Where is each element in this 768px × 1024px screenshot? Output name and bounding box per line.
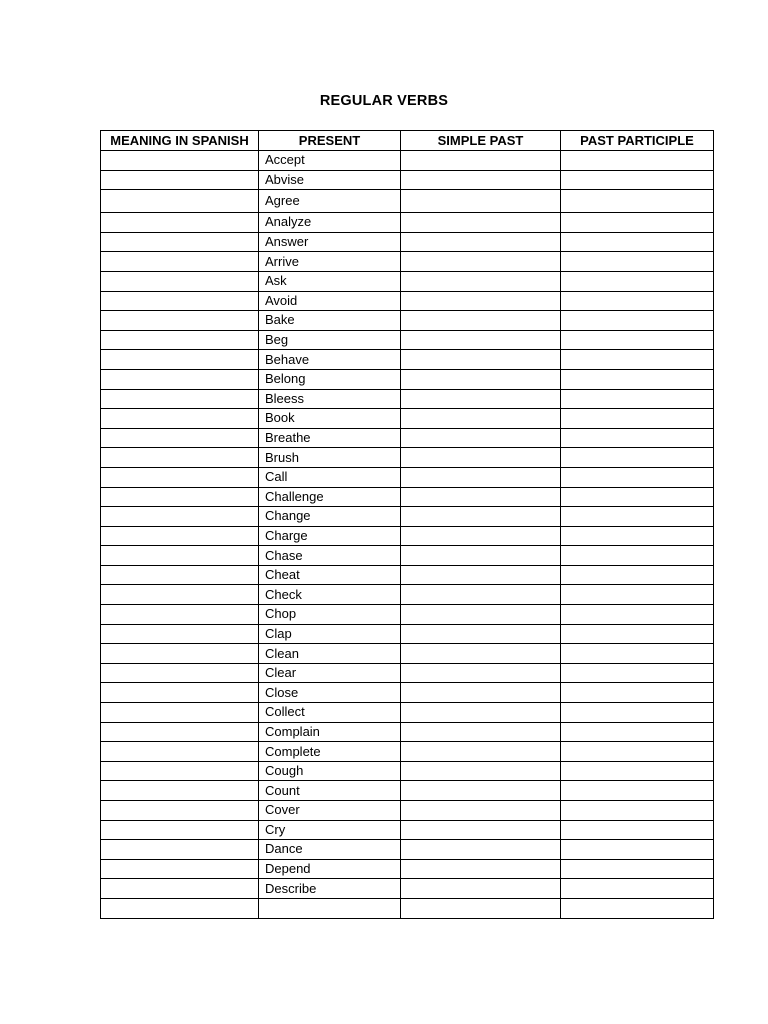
table-header-row bbox=[101, 131, 714, 151]
simple-past-cell bbox=[401, 605, 561, 625]
past-participle-cell bbox=[561, 252, 714, 272]
present-cell: Bleess bbox=[259, 389, 401, 409]
past-participle-cell bbox=[561, 801, 714, 821]
table-row bbox=[101, 722, 714, 742]
meaning-cell bbox=[101, 840, 259, 860]
table-row bbox=[101, 585, 714, 605]
present-cell: Collect bbox=[259, 703, 401, 723]
present-cell: Breathe bbox=[259, 428, 401, 448]
simple-past-cell bbox=[401, 761, 561, 781]
simple-past-cell bbox=[401, 565, 561, 585]
table-row bbox=[101, 213, 714, 233]
table-row bbox=[101, 232, 714, 252]
present-cell: Complete bbox=[259, 742, 401, 762]
meaning-cell bbox=[101, 546, 259, 566]
present-cell: Agree bbox=[259, 190, 401, 213]
past-participle-cell bbox=[561, 448, 714, 468]
simple-past-cell bbox=[401, 151, 561, 171]
meaning-cell bbox=[101, 605, 259, 625]
simple-past-cell bbox=[401, 467, 561, 487]
simple-past-cell bbox=[401, 742, 561, 762]
meaning-cell bbox=[101, 487, 259, 507]
past-participle-cell bbox=[561, 605, 714, 625]
meaning-cell bbox=[101, 448, 259, 468]
past-participle-cell bbox=[561, 409, 714, 429]
meaning-cell bbox=[101, 311, 259, 331]
meaning-cell bbox=[101, 663, 259, 683]
present-cell: Dance bbox=[259, 840, 401, 860]
simple-past-cell bbox=[401, 507, 561, 527]
meaning-cell bbox=[101, 271, 259, 291]
present-cell bbox=[259, 898, 401, 918]
past-participle-cell bbox=[561, 526, 714, 546]
present-cell: Cough bbox=[259, 761, 401, 781]
table-row bbox=[101, 761, 714, 781]
present-cell: Call bbox=[259, 467, 401, 487]
past-participle-cell bbox=[561, 546, 714, 566]
past-participle-cell bbox=[561, 330, 714, 350]
meaning-cell bbox=[101, 624, 259, 644]
table-row bbox=[101, 683, 714, 703]
simple-past-cell bbox=[401, 232, 561, 252]
past-participle-cell bbox=[561, 840, 714, 860]
present-cell: Clap bbox=[259, 624, 401, 644]
past-participle-cell bbox=[561, 369, 714, 389]
present-cell: Check bbox=[259, 585, 401, 605]
table-row bbox=[101, 644, 714, 664]
present-cell: Chop bbox=[259, 605, 401, 625]
table-row bbox=[101, 859, 714, 879]
meaning-cell bbox=[101, 190, 259, 213]
meaning-cell bbox=[101, 291, 259, 311]
present-cell: Cry bbox=[259, 820, 401, 840]
present-cell: Cover bbox=[259, 801, 401, 821]
table-row bbox=[101, 330, 714, 350]
simple-past-cell bbox=[401, 252, 561, 272]
meaning-cell bbox=[101, 879, 259, 899]
meaning-cell bbox=[101, 170, 259, 190]
document-title: REGULAR VERBS bbox=[319, 93, 449, 109]
simple-past-cell bbox=[401, 526, 561, 546]
simple-past-cell bbox=[401, 585, 561, 605]
meaning-cell bbox=[101, 565, 259, 585]
present-cell: Count bbox=[259, 781, 401, 801]
present-cell: Describe bbox=[259, 879, 401, 899]
past-participle-cell bbox=[561, 703, 714, 723]
meaning-cell bbox=[101, 369, 259, 389]
past-participle-cell bbox=[561, 311, 714, 331]
table-row bbox=[101, 703, 714, 723]
meaning-cell bbox=[101, 467, 259, 487]
past-participle-cell bbox=[561, 898, 714, 918]
meaning-cell bbox=[101, 898, 259, 918]
table-row bbox=[101, 291, 714, 311]
simple-past-cell bbox=[401, 213, 561, 233]
present-cell: Analyze bbox=[259, 213, 401, 233]
past-participle-cell bbox=[561, 487, 714, 507]
simple-past-cell bbox=[401, 859, 561, 879]
meaning-cell bbox=[101, 389, 259, 409]
table-row bbox=[101, 507, 714, 527]
table-row bbox=[101, 311, 714, 331]
meaning-cell bbox=[101, 683, 259, 703]
meaning-cell bbox=[101, 781, 259, 801]
meaning-cell bbox=[101, 703, 259, 723]
table-row bbox=[101, 151, 714, 171]
table-row bbox=[101, 170, 714, 190]
simple-past-cell bbox=[401, 448, 561, 468]
meaning-cell bbox=[101, 507, 259, 527]
meaning-cell bbox=[101, 761, 259, 781]
past-participle-cell bbox=[561, 585, 714, 605]
meaning-cell bbox=[101, 350, 259, 370]
header-past-participle: PAST PARTICIPLE bbox=[561, 131, 714, 151]
table-row bbox=[101, 389, 714, 409]
table-row bbox=[101, 448, 714, 468]
past-participle-cell bbox=[561, 389, 714, 409]
past-participle-cell bbox=[561, 271, 714, 291]
table-row bbox=[101, 409, 714, 429]
simple-past-cell bbox=[401, 820, 561, 840]
past-participle-cell bbox=[561, 507, 714, 527]
table-row bbox=[101, 742, 714, 762]
simple-past-cell bbox=[401, 898, 561, 918]
meaning-cell bbox=[101, 585, 259, 605]
meaning-cell bbox=[101, 232, 259, 252]
simple-past-cell bbox=[401, 644, 561, 664]
table-row bbox=[101, 801, 714, 821]
table-row bbox=[101, 663, 714, 683]
past-participle-cell bbox=[561, 624, 714, 644]
simple-past-cell bbox=[401, 330, 561, 350]
present-cell: Bake bbox=[259, 311, 401, 331]
table-row bbox=[101, 624, 714, 644]
simple-past-cell bbox=[401, 291, 561, 311]
past-participle-cell bbox=[561, 879, 714, 899]
table-row bbox=[101, 487, 714, 507]
past-participle-cell bbox=[561, 232, 714, 252]
past-participle-cell bbox=[561, 781, 714, 801]
simple-past-cell bbox=[401, 409, 561, 429]
header-present: PRESENT bbox=[259, 131, 401, 151]
past-participle-cell bbox=[561, 213, 714, 233]
table-row bbox=[101, 190, 714, 213]
past-participle-cell bbox=[561, 190, 714, 213]
present-cell: Cheat bbox=[259, 565, 401, 585]
past-participle-cell bbox=[561, 742, 714, 762]
past-participle-cell bbox=[561, 350, 714, 370]
present-cell: Behave bbox=[259, 350, 401, 370]
simple-past-cell bbox=[401, 271, 561, 291]
table-row bbox=[101, 369, 714, 389]
table-row bbox=[101, 546, 714, 566]
present-cell: Answer bbox=[259, 232, 401, 252]
present-cell: Challenge bbox=[259, 487, 401, 507]
past-participle-cell bbox=[561, 291, 714, 311]
past-participle-cell bbox=[561, 644, 714, 664]
meaning-cell bbox=[101, 330, 259, 350]
table-row bbox=[101, 252, 714, 272]
present-cell: Complain bbox=[259, 722, 401, 742]
simple-past-cell bbox=[401, 350, 561, 370]
present-cell: Chase bbox=[259, 546, 401, 566]
header-simple-past: SIMPLE PAST bbox=[401, 131, 561, 151]
meaning-cell bbox=[101, 409, 259, 429]
regular-verbs-table bbox=[100, 130, 714, 919]
simple-past-cell bbox=[401, 546, 561, 566]
meaning-cell bbox=[101, 213, 259, 233]
present-cell: Belong bbox=[259, 369, 401, 389]
present-cell: Change bbox=[259, 507, 401, 527]
present-cell: Ask bbox=[259, 271, 401, 291]
present-cell: Book bbox=[259, 409, 401, 429]
simple-past-cell bbox=[401, 879, 561, 899]
table-row bbox=[101, 781, 714, 801]
meaning-cell bbox=[101, 151, 259, 171]
table-row bbox=[101, 350, 714, 370]
past-participle-cell bbox=[561, 467, 714, 487]
table-row bbox=[101, 840, 714, 860]
table-row bbox=[101, 271, 714, 291]
present-cell: Depend bbox=[259, 859, 401, 879]
simple-past-cell bbox=[401, 389, 561, 409]
meaning-cell bbox=[101, 742, 259, 762]
simple-past-cell bbox=[401, 428, 561, 448]
present-cell: Clear bbox=[259, 663, 401, 683]
past-participle-cell bbox=[561, 170, 714, 190]
simple-past-cell bbox=[401, 722, 561, 742]
past-participle-cell bbox=[561, 428, 714, 448]
present-cell: Accept bbox=[259, 151, 401, 171]
present-cell: Beg bbox=[259, 330, 401, 350]
past-participle-cell bbox=[561, 663, 714, 683]
meaning-cell bbox=[101, 644, 259, 664]
present-cell: Brush bbox=[259, 448, 401, 468]
past-participle-cell bbox=[561, 151, 714, 171]
meaning-cell bbox=[101, 801, 259, 821]
simple-past-cell bbox=[401, 663, 561, 683]
past-participle-cell bbox=[561, 820, 714, 840]
present-cell: Arrive bbox=[259, 252, 401, 272]
present-cell: Avoid bbox=[259, 291, 401, 311]
meaning-cell bbox=[101, 820, 259, 840]
simple-past-cell bbox=[401, 190, 561, 213]
meaning-cell bbox=[101, 428, 259, 448]
table-row bbox=[101, 820, 714, 840]
past-participle-cell bbox=[561, 565, 714, 585]
table-row bbox=[101, 898, 714, 918]
simple-past-cell bbox=[401, 369, 561, 389]
present-cell: Abvise bbox=[259, 170, 401, 190]
present-cell: Charge bbox=[259, 526, 401, 546]
table-row bbox=[101, 879, 714, 899]
verb-rows bbox=[101, 151, 714, 919]
table-row bbox=[101, 605, 714, 625]
meaning-cell bbox=[101, 722, 259, 742]
past-participle-cell bbox=[561, 761, 714, 781]
table-row bbox=[101, 467, 714, 487]
header-meaning-in-spanish: MEANING IN SPANISH bbox=[101, 131, 259, 151]
table-row bbox=[101, 428, 714, 448]
meaning-cell bbox=[101, 526, 259, 546]
meaning-cell bbox=[101, 859, 259, 879]
simple-past-cell bbox=[401, 840, 561, 860]
simple-past-cell bbox=[401, 311, 561, 331]
present-cell: Close bbox=[259, 683, 401, 703]
simple-past-cell bbox=[401, 487, 561, 507]
table-row bbox=[101, 565, 714, 585]
past-participle-cell bbox=[561, 722, 714, 742]
simple-past-cell bbox=[401, 624, 561, 644]
simple-past-cell bbox=[401, 703, 561, 723]
simple-past-cell bbox=[401, 683, 561, 703]
past-participle-cell bbox=[561, 859, 714, 879]
meaning-cell bbox=[101, 252, 259, 272]
past-participle-cell bbox=[561, 683, 714, 703]
simple-past-cell bbox=[401, 801, 561, 821]
simple-past-cell bbox=[401, 170, 561, 190]
table-row bbox=[101, 526, 714, 546]
present-cell: Clean bbox=[259, 644, 401, 664]
simple-past-cell bbox=[401, 781, 561, 801]
